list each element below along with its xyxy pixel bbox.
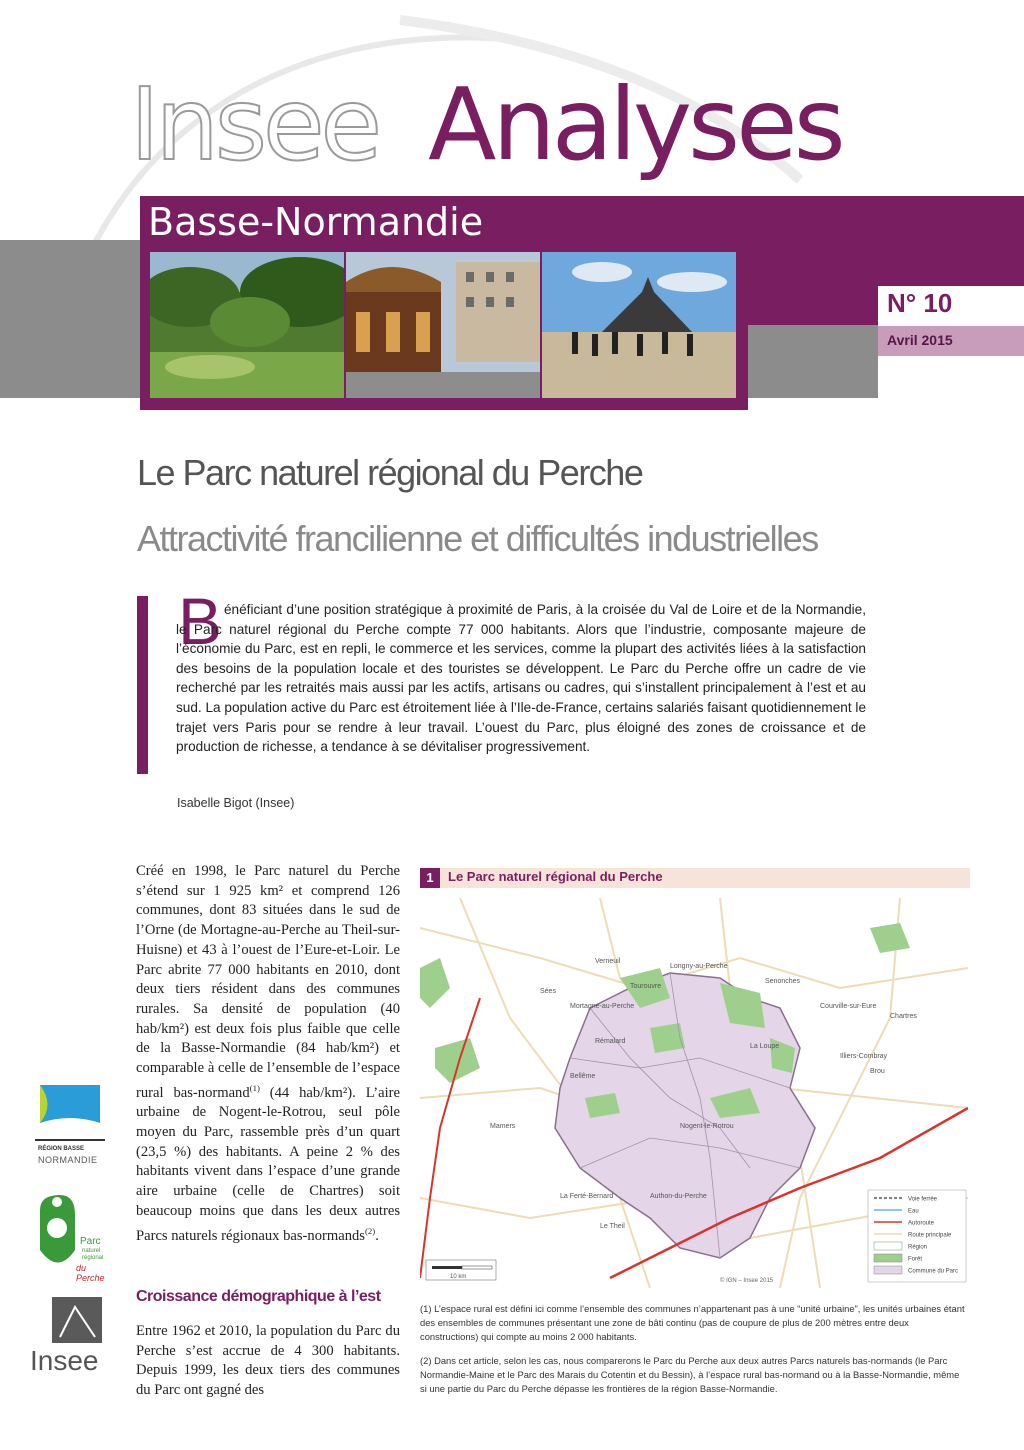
map-place-label: Senonches bbox=[765, 978, 801, 985]
map-scale-label: 10 km bbox=[450, 1274, 467, 1280]
grey-band-left bbox=[0, 240, 140, 398]
legend-swatch bbox=[874, 1242, 902, 1250]
legend-label: Voie ferrée bbox=[908, 1196, 938, 1203]
legend-label: Forêt bbox=[908, 1256, 923, 1263]
legend-label: Commune du Parc bbox=[908, 1268, 959, 1275]
map-place-label: Bellême bbox=[570, 1073, 596, 1080]
abstract-paragraph: énéficiant d’une position stratégique à proximité de Paris, à la croisée du Val de Loire et de la Normandie, le Parc naturel régional du Perche compte 77 000 habitants. Alors que l’industrie, composante majeure de l’économie du Parc, est en repli, le commerce et les services, comme la plupart des activités liées à la satisfaction des besoins de la population locale et des touristes se développent. Le Parc du Perche offre un cadre de vie recherché par les retraités mais aussi par les actifs, artisans ou cadres, qui s’installent principalement à l’est et au sud. La population active du Parc est étroitement liée à l’Ile-de-France, certains salariés faisant quotidiennement le trajet vers Paris pour se rendre à leur travail. L’ouest du Parc, plus éloigné des zones de croissance et de production de richesse, a tendance à se dévitaliser progressivement. bbox=[176, 602, 866, 755]
photo-mont-saint-michel bbox=[542, 252, 736, 398]
map-place-label: Illiers-Combray bbox=[840, 1053, 888, 1060]
map-place-label: Brou bbox=[870, 1068, 885, 1075]
article-title: Le Parc naturel régional du Perche bbox=[137, 452, 643, 493]
map-place-label: Nogent-le-Rotrou bbox=[680, 1123, 734, 1130]
abstract-text bbox=[176, 600, 866, 757]
parc-logo-text-1: Parc bbox=[80, 1236, 101, 1247]
body-paragraph-2: Entre 1962 et 2010, la population du Parc du Perche s’est accrue de 4 300 habitants. Depuis 1999, les deux tiers des communes du Parc ont gagné des bbox=[136, 1323, 400, 1399]
map-place-label: Mamers bbox=[490, 1123, 516, 1130]
legend-swatch bbox=[874, 1254, 902, 1262]
footnote-2: (2) Dans cet article, selon les cas, nous comparerons le Parc du Perche aux deux autres Parcs naturels bas-normands (le Parc Normandie-Maine et le Parc des Marais du Cotentin et du Bessin), à l’espace rural bas-normand ou à la Basse-Normandie, même si une partie du Parc du Perche dépasse les frontières de la région Basse-Normandie. bbox=[420, 1355, 960, 1394]
author: Isabelle Bigot (Insee) bbox=[177, 796, 295, 810]
footnote-ref-1: (1) bbox=[249, 1082, 260, 1093]
map-place-label: Authon-du-Perche bbox=[650, 1193, 707, 1200]
region-title: Basse-Normandie bbox=[148, 200, 484, 244]
abstract-accent-bar bbox=[137, 596, 148, 774]
legend-label: Autoroute bbox=[908, 1220, 935, 1227]
grey-band-right bbox=[748, 325, 878, 398]
article-subtitle: Attractivité francilienne et difficultés industrielles bbox=[137, 518, 818, 559]
parc-logo-text-2: naturel bbox=[82, 1248, 101, 1254]
figure-title: Le Parc naturel régional du Perche bbox=[448, 869, 663, 884]
map-place-label: Le Theil bbox=[600, 1223, 625, 1230]
legend-swatch bbox=[874, 1266, 902, 1274]
logos-column bbox=[30, 1075, 110, 1376]
figure-number: 1 bbox=[420, 868, 440, 888]
map-place-label: Mortagne-au-Perche bbox=[570, 1003, 635, 1010]
map-place-label: Sées bbox=[540, 988, 556, 995]
footnote-1: (1) L’espace rural est défini ici comme l’ensemble des communes n’appartenant pas à une “unité urbaine”, les unités urbaines étant des ensembles de communes présentant une zone de bâti continu (pas de coupure de plus de 200 mètres entre deux constructions) qui compte au moins 2 000 habitants. bbox=[420, 1303, 965, 1342]
photo-town-carousel bbox=[346, 252, 540, 398]
map-place-label: La Loupe bbox=[750, 1043, 780, 1050]
insee-logo-text: Insee bbox=[30, 1345, 99, 1376]
parc-logo-text-3: régional bbox=[82, 1255, 104, 1261]
footnotes bbox=[420, 1302, 968, 1406]
legend-label: Eau bbox=[908, 1208, 919, 1215]
map-place-label: La Ferté-Bernard bbox=[560, 1193, 614, 1200]
brand-insee: Insee bbox=[130, 66, 379, 183]
map-place-label: Courville-sur-Eure bbox=[820, 1003, 877, 1010]
body-paragraph-1 bbox=[136, 862, 400, 1246]
legend-label: Route principale bbox=[908, 1232, 952, 1239]
section-heading: Croissance démographique à l’est bbox=[136, 1288, 381, 1305]
issue-date: Avril 2015 bbox=[887, 332, 953, 348]
legend-label: Région bbox=[908, 1244, 928, 1251]
map-place-label: Verneuil bbox=[595, 958, 621, 965]
map-scale bbox=[426, 1260, 496, 1280]
body-text-c: . bbox=[375, 1227, 379, 1244]
photo-countryside bbox=[150, 252, 344, 398]
footnote-ref-2: (2) bbox=[364, 1225, 376, 1236]
region-logo-text-2: NORMANDIE bbox=[38, 1155, 98, 1165]
perche-map bbox=[420, 898, 968, 1288]
map-place-label: Rémalard bbox=[595, 1038, 626, 1045]
brand-analyses: Analyses bbox=[428, 66, 842, 183]
map-source: © IGN – Insee 2015 bbox=[720, 1278, 774, 1284]
map-legend bbox=[868, 1190, 966, 1282]
parc-logo-text-4: du Perche bbox=[76, 1263, 105, 1283]
map-place-label: Chartres bbox=[890, 1013, 917, 1020]
region-logo-text-1: RÉGION BASSE bbox=[38, 1146, 85, 1152]
abstract-dropcap: B bbox=[178, 584, 223, 658]
body-text-b: (44 hab/km²). L’aire urbaine de Nogent-le-Rotrou, seul pôle moyen du Parc, rassemble près d’un quart (23,5 %) des habitants. A peine 2 % des habitants vivent dans l’espace d’une grande aire urbaine (celle de Chartres) soit beaucoup moins que dans les deux autres Parcs naturels régionaux bas-normands bbox=[136, 1084, 400, 1244]
issue-number: N° 10 bbox=[887, 288, 953, 318]
body-text-a: Créé en 1998, le Parc naturel du Perche s’étend sur 1 925 km² et comprend 126 communes, dont 83 situées dans le sud de l’Orne (de Mortagne-au-Perche au Theil-sur-Huisne) et 43 à l’ouest de l’Eure-et-Loir. Le Parc abrite 77 000 habitants en 2010, dont deux tiers résident dans des communes rurales. Sa densité de population (40 hab/km²) est deux fois plus faible que celle de la Basse-Normandie (84 hab/km²) et comparable à celle de l’ensemble de l’espace rural bas-normand bbox=[136, 863, 400, 1101]
map-place-label: Longny-au-Perche bbox=[670, 963, 728, 970]
map-place-label: Tourouvre bbox=[630, 983, 662, 990]
